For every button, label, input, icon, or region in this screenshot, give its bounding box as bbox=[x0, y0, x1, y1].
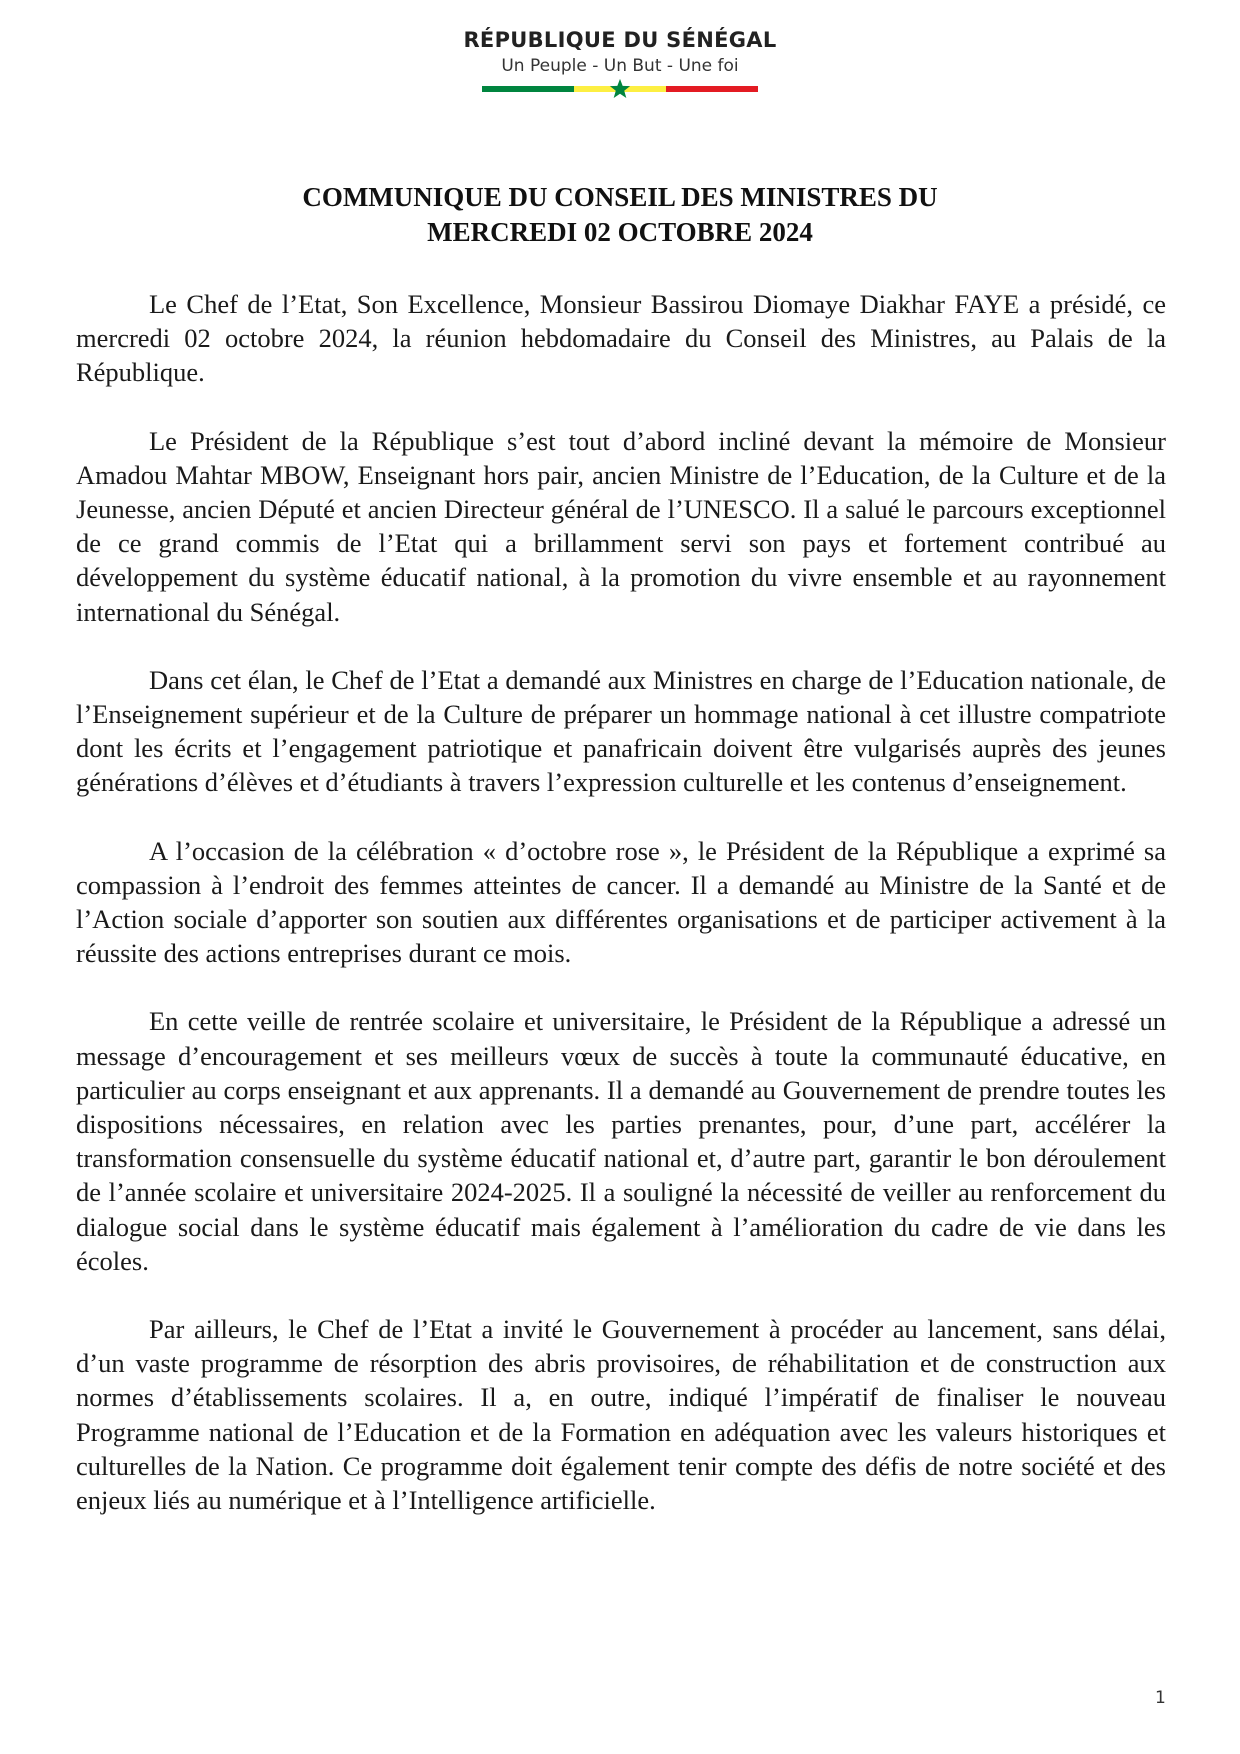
flag-stripe bbox=[482, 86, 758, 92]
title-line-2: MERCREDI 02 OCTOBRE 2024 bbox=[427, 217, 813, 247]
page-number: 1 bbox=[1155, 1688, 1166, 1708]
star-icon bbox=[609, 78, 631, 100]
paragraph: Dans cet élan, le Chef de l’Etat a demandé aux Ministres en charge de l’Education nationale, de l’Enseignement supérieur et de la Culture de préparer un hommage national à cet illustre compatriote dont les écrits et l’engagement patriotique et panafricain doivent être vulgarisés auprès des jeunes générations d’élèves et d’étudiants à travers l’expression culturelle et les contenus d’enseignement. bbox=[76, 664, 1166, 798]
document-title bbox=[0, 180, 1240, 250]
paragraph: En cette veille de rentrée scolaire et universitaire, le Président de la République a adressé un message d’encouragement et ses meilleurs vœux de succès à toute la communauté éducative, en particulier au corps enseignant et aux apprenants. Il a demandé au Gouvernement de prendre toutes les dispositions nécessaires, en relation avec les parties prenantes, pour, d’une part, accélérer la transformation consensuelle du système éducatif national et, d’autre part, garantir le bon déroulement de l’année scolaire et universitaire 2024-2025. Il a souligné la nécessité de veiller au renforcement du dialogue social dans le système éducatif mais également à l’amélioration du cadre de vie dans les écoles. bbox=[76, 1006, 1166, 1276]
republic-name: RÉPUBLIQUE DU SÉNÉGAL bbox=[463, 28, 777, 52]
paragraph: Le Président de la République s’est tout d’abord incliné devant la mémoire de Monsieur Amadou Mahtar MBOW, Enseignant hors pair, ancien Ministre de l’Education, de la Culture et de la Jeunesse, ancien Député et ancien Directeur général de l’UNESCO. Il a salué le parcours exceptionnel de ce grand commis de l’Etat qui a brillamment servi son pays et fortement contribué au développement du système éducatif national, à la promotion du vivre ensemble et au rayonnement international du Sénégal. bbox=[76, 425, 1166, 627]
communique-body bbox=[76, 287, 1166, 1551]
paragraph: A l’occasion de la célébration « d’octobre rose », le Président de la République a exprimé sa compassion à l’endroit des femmes atteintes de cancer. Il a demandé au Ministre de la Santé et de l’Action sociale d’apporter son soutien aux différentes organisations et de participer activement à la réussite des actions entreprises durant ce mois. bbox=[76, 835, 1166, 969]
title-line-1: COMMUNIQUE DU CONSEIL DES MINISTRES DU bbox=[302, 182, 938, 212]
letterhead bbox=[0, 26, 1240, 92]
flag-band-red bbox=[666, 86, 758, 92]
flag-band-green bbox=[482, 86, 574, 92]
national-motto: Un Peuple - Un But - Une foi bbox=[501, 56, 739, 76]
paragraph: Par ailleurs, le Chef de l’Etat a invité le Gouvernement à procéder au lancement, sans délai, d’un vaste programme de résorption des abris provisoires, de réhabilitation et de construction aux normes d’établissements scolaires. Il a, en outre, indiqué l’impératif de finaliser le nouveau Programme national de l’Education et de la Formation en adéquation avec les valeurs historiques et culturelles de la Nation. Ce programme doit également tenir compte des défis de notre société et des enjeux liés au numérique et à l’Intelligence artificielle. bbox=[76, 1314, 1166, 1516]
paragraph: Le Chef de l’Etat, Son Excellence, Monsieur Bassirou Diomaye Diakhar FAYE a présidé, ce mercredi 02 octobre 2024, la réunion hebdomadaire du Conseil des Ministres, au Palais de la République. bbox=[76, 289, 1166, 388]
